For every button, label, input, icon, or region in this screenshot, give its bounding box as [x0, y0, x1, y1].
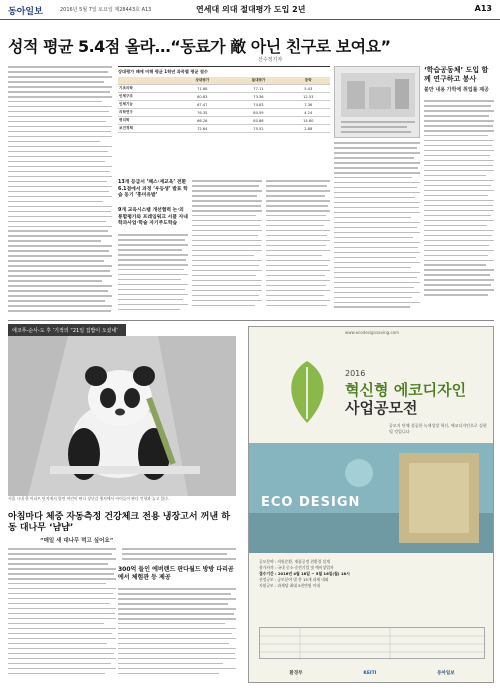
panda-story-body-3 [118, 588, 236, 682]
mid-story-2-headline: 9개 교육시스템 개선협력 논·의 통합평가와 프레임워크 서클 자내학과사업·학술 자기주도학습 [118, 208, 188, 226]
ad-detail-line: 참가자격 : 국내 중소·중견기업 및 예비창업자 [259, 565, 334, 570]
table-cell: 72.64 [174, 125, 230, 133]
panda-story-headline: 아침마다 체중 자동측정 건강체크 전용 냉장고서 꺼낸 하동 대나무 ‘냠냠’ [8, 512, 230, 533]
photo-caption: 서울 시내 한 아파트 단지에서 열린 어린이 판다 장난감 행사에서 아이들이 판다 인형과 놀고 있다. [8, 496, 170, 501]
table-cell: 4.24 [287, 109, 330, 117]
table-cell: 7.36 [287, 101, 330, 109]
mid-story-1-headline: 13개 등급서 ‘패스·재교육’ 전환 6.1점에서 과정 ‘우등생’ 발표 학습 동기 ‘흥미유발’ [118, 180, 188, 198]
table-cell: 71.68 [174, 85, 230, 93]
table-cell: 80.86 [230, 117, 286, 125]
ad-tagline: 공모지 단체 성공한 녹색성장 혁신, 에코디자인으로 실현될 것입니다 [389, 423, 487, 434]
ad-leaf-icon [277, 357, 337, 427]
ad-info-table-grid [260, 628, 486, 660]
table-cell: 74.83 [230, 101, 286, 109]
panda-photo-graphic [8, 336, 236, 496]
panda-photo [8, 336, 236, 496]
table-row [118, 125, 330, 133]
campus-photo-graphic [335, 67, 421, 139]
table-caption: 상대평가 때에 비해 평균 1학년 과목별 평균 점수 [118, 69, 208, 74]
table-cell: 60.83 [174, 93, 230, 101]
body-column-5 [334, 142, 420, 316]
eco-design-advertisement[interactable] [248, 326, 494, 683]
panda-story-subhead: “매일 새 대나무 먹고 싶어요” [40, 538, 114, 544]
table-header-cell [118, 77, 174, 85]
sponsor-logo: KEITI [363, 670, 377, 676]
table-cell: 66.26 [174, 117, 230, 125]
ad-sponsor-logos [259, 667, 485, 679]
ad-details [259, 559, 485, 589]
section-title: 연세대 의대 절대평가 도입 2년 [196, 5, 306, 14]
table-row [118, 93, 330, 101]
table-cell: 보건정책 [118, 125, 174, 133]
page-number: A13 [474, 4, 492, 13]
body-column-2 [118, 234, 188, 316]
table-cell: 2.88 [287, 125, 330, 133]
table-cell: 77.11 [230, 85, 286, 93]
panda-story-body-2 [122, 548, 236, 564]
right-column-body [424, 100, 494, 296]
body-column-3 [192, 180, 262, 316]
right-column-subhead: 불만 내용 가학에 취업률 제공 [424, 87, 489, 93]
table-cell: 76.35 [174, 109, 230, 117]
table-header-cell: 등락 [287, 77, 330, 85]
table-cell: 기초의학 [118, 85, 174, 93]
panda-story-body-1 [8, 548, 116, 680]
newspaper-logo[interactable]: 동아일보 [8, 7, 43, 17]
table-cell: 인체기능 [118, 101, 174, 109]
table-cell: 73.36 [230, 93, 286, 101]
byline: 신수정기자 [258, 57, 283, 63]
ad-detail-line: 접수기간 : 2016년 4월 18일 ~ 5월 16일(월) 18시 [259, 571, 350, 576]
table-cell: 67.47 [174, 101, 230, 109]
score-comparison-table [118, 66, 330, 176]
ad-info-table [259, 627, 485, 659]
table-cell: 75.52 [230, 125, 286, 133]
table-row [118, 101, 330, 109]
table-cell: 14.60 [287, 117, 330, 125]
ad-detail-line: 지원규모 : 과제당 최대 5천만원 이내 [259, 583, 321, 588]
ad-detail-line: 공모분야 : 자원순환, 제품공정 친환경 설계 [259, 559, 330, 564]
table-cell: 인체구조 [118, 93, 174, 101]
table-cell: 5.43 [287, 85, 330, 93]
photo-label: 에코푸-순사-도 후 ‘기적의 “21일 집밥이 오셨네’ [8, 324, 126, 336]
table-cell: 80.59 [230, 109, 286, 117]
score-table [118, 77, 330, 133]
table-cell: 의학연구 [118, 109, 174, 117]
body-column-1 [8, 66, 112, 316]
ad-year: 2016 [345, 369, 366, 378]
table-row [118, 117, 330, 125]
ad-eco-design-photo [249, 443, 494, 553]
campus-photo [334, 66, 420, 138]
sponsor-logo: 동아일보 [437, 671, 455, 676]
right-column [424, 66, 494, 316]
table-row [118, 85, 330, 93]
dateline: 2016년 5월 7일 토요일 제28443호 A13 [60, 7, 152, 13]
table-cell: 12.53 [287, 93, 330, 101]
table-header-cell: 상대평가 [174, 77, 230, 85]
ad-title-line2: 사업공모전 [345, 399, 418, 417]
ad-title-line1: 혁신형 에코디자인 [345, 381, 467, 399]
panda-world-headline: 300억 들인 에버랜드 판다월드 방방 다리곰에서 체험관 등 제공 [118, 566, 234, 581]
section-divider [8, 320, 494, 321]
table-row [118, 109, 330, 117]
main-headline: 성적 평균 5.4점 올라…“동료가 敵 아닌 친구로 보여요” [8, 37, 391, 56]
ad-detail-line: 선정규모 : 공모분야 별 총 15개 과제 내외 [259, 577, 329, 582]
body-column-4 [266, 180, 330, 316]
table-header-cell: 절대평가 [230, 77, 286, 85]
sponsor-logo: 환경부 [289, 671, 303, 676]
ad-website[interactable]: www.ecodesignsaving.com [345, 330, 399, 335]
ad-image-sign: ECO DESIGN [261, 495, 361, 510]
right-column-headline: ‘학습공동체’ 도입 함께 연구하고 봉사 [424, 66, 489, 83]
table-cell: 병리학 [118, 117, 174, 125]
